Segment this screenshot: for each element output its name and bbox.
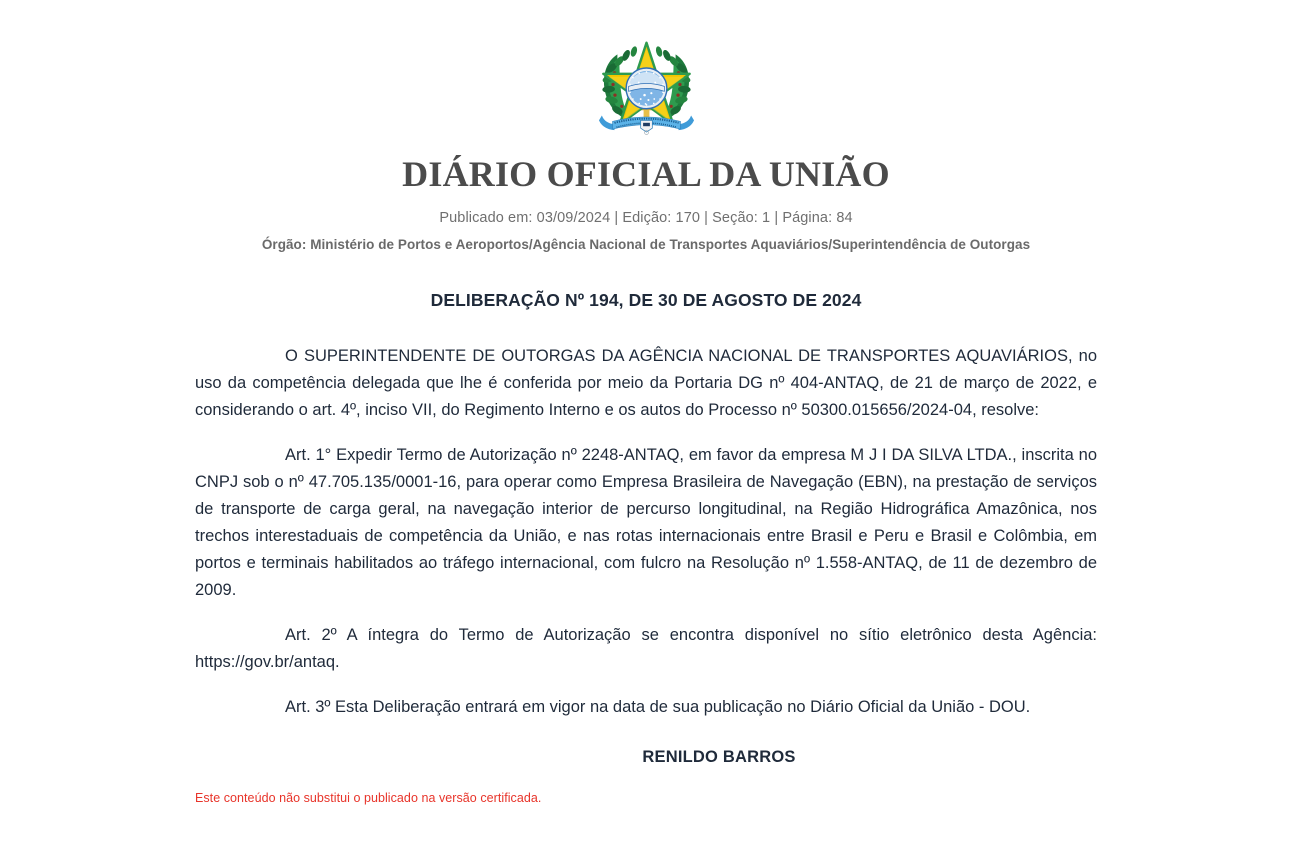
- brazil-coat-of-arms-icon: [598, 34, 695, 135]
- act-paragraph-art1: Art. 1° Expedir Termo de Autorização nº 2248-ANTAQ, em favor da empresa M J I DA SILVA LTDA., inscrita no CNPJ sob o nº 47.705.135/0001-16, para operar como Empresa Brasileira de Navegação (EBN), na prestação de serviços de transporte de carga geral, na navegação interior de percurso longitudinal, na Região Hidrográfica Amazônica, nos trechos interestaduais de competência da União, e nas rotas internacionais entre Brasil e Peru e Brasil e Colômbia, em portos e terminais habilitados ao tráfego internacional, com fulcro na Resolução nº 1.558-ANTAQ, de 11 de dezembro de 2009.: [195, 445, 1097, 599]
- publication-info-line: Publicado em: 03/09/2024 | Edição: 170 | Seção: 1 | Página: 84: [439, 209, 853, 226]
- certification-disclaimer: Este conteúdo não substitui o publicado na versão certificada.: [195, 790, 542, 805]
- organization-line: Órgão: Ministério de Portos e Aeroportos/Agência Nacional de Transportes Aquaviários/Superintendência de Outorgas: [261, 236, 1031, 252]
- act-body: [195, 343, 1097, 721]
- act-paragraph-art3: Art. 3º Esta Deliberação entrará em vigor na data de sua publicação no Diário Oficial da União - DOU.: [285, 697, 1031, 716]
- act-title: DELIBERAÇÃO Nº 194, DE 30 DE AGOSTO DE 2024: [430, 289, 862, 310]
- act-paragraph-preamble: O SUPERINTENDENTE DE OUTORGAS DA AGÊNCIA NACIONAL DE TRANSPORTES AQUAVIÁRIOS, no uso da competência delegada que lhe é conferida por meio da Portaria DG nº 404-ANTAQ, de 21 de março de 2022, e considerando o art. 4º, inciso VII, do Regimento Interno e os autos do Processo nº 50300.015656/2024-04, resolve:: [195, 346, 1097, 419]
- act-paragraph-art2: Art. 2º A íntegra do Termo de Autorização se encontra disponível no sítio eletrônico desta Agência: https://gov.br/antaq.: [195, 625, 1097, 671]
- coat-of-arms-container: [195, 34, 1097, 138]
- document-content: [195, 0, 1097, 805]
- masthead-title: DIÁRIO OFICIAL DA UNIÃO: [402, 154, 890, 194]
- signatory-name: RENILDO BARROS: [642, 747, 796, 766]
